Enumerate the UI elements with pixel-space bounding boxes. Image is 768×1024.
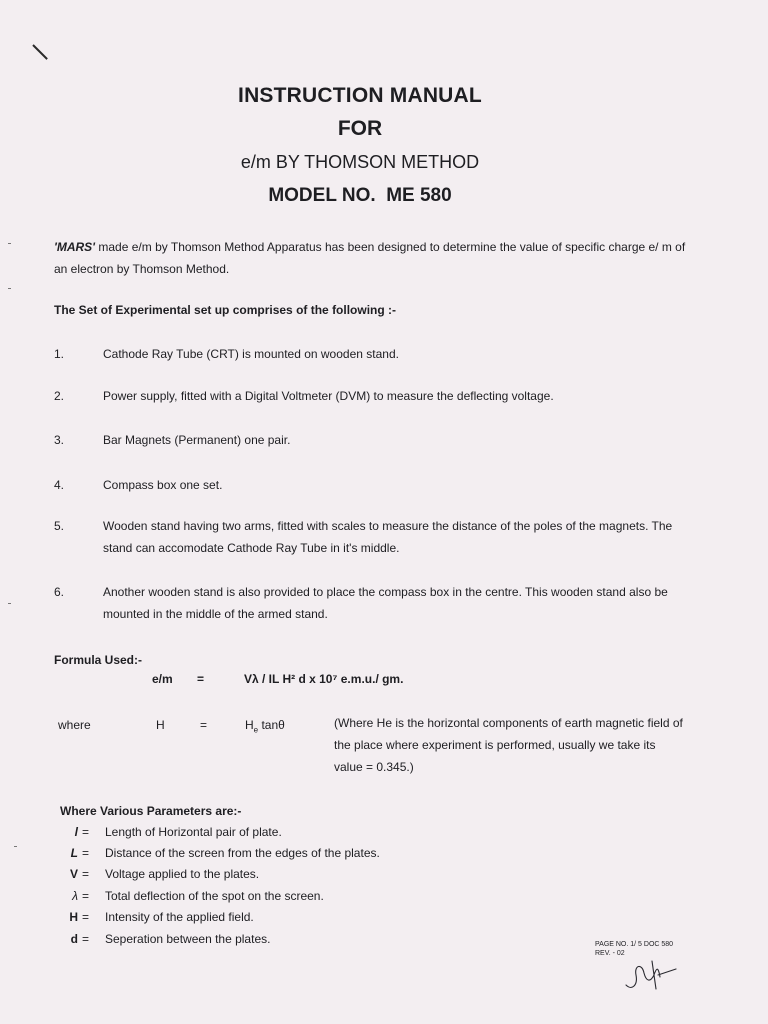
setup-heading: The Set of Experimental set up comprises of the following :- xyxy=(54,303,397,317)
list-item-text: Cathode Ray Tube (CRT) is mounted on wooden stand. xyxy=(103,347,399,361)
parameter-equals: = xyxy=(82,846,90,860)
where-expr-tail: tanθ xyxy=(258,718,285,732)
parameter-description: Length of Horizontal pair of plate. xyxy=(105,825,282,839)
list-item-number: 3. xyxy=(54,433,65,447)
parameter-symbol: l xyxy=(74,825,78,839)
parameter-symbol: λ xyxy=(72,889,78,903)
subtitle-method: e/m BY THOMSON METHOD xyxy=(240,152,480,172)
list-item-number: 1. xyxy=(54,347,65,361)
parameter-description: Voltage applied to the plates. xyxy=(105,867,260,881)
list-item-number: 2. xyxy=(54,389,65,403)
scan-speck xyxy=(14,846,17,847)
footer-revision: REV. - 02 xyxy=(595,950,625,957)
list-item-text: Wooden stand having two arms, fitted with scales to measure the distance of the poles of the magnets. The stand can accomodate Cathode Ray Tube in it's middle. xyxy=(103,519,673,555)
parameter-description: Total deflection of the spot on the screen. xyxy=(105,889,324,903)
parameter-description: Seperation between the plates. xyxy=(105,932,271,946)
parameter-description: Intensity of the applied field. xyxy=(105,910,254,924)
list-item-text: Another wooden stand is also provided to place the compass box in the centre. This wooden stand also be mounted in the middle of the armed stand. xyxy=(103,585,668,621)
title-for: FOR xyxy=(337,117,383,140)
where-note: (Where He is the horizontal components of earth magnetic field of the place where experiment is performed, usually we take its value = 0.345.) xyxy=(334,716,683,774)
footer-page-number: PAGE NO. 1/ 5 DOC 580 xyxy=(595,941,674,948)
parameter-equals: = xyxy=(82,825,90,839)
parameter-equals: = xyxy=(82,910,90,924)
list-item-text: Bar Magnets (Permanent) one pair. xyxy=(103,433,291,447)
where-label: where xyxy=(58,718,91,732)
parameter-equals: = xyxy=(82,932,90,946)
list-item-number: 4. xyxy=(54,478,65,492)
list-item-number: 5. xyxy=(54,519,65,533)
formula-heading: Formula Used:- xyxy=(54,653,143,667)
formula-rhs: Vλ / IL H² d x 10⁷ e.m.u./ gm. xyxy=(244,672,404,686)
parameter-symbol: d xyxy=(70,932,78,946)
parameter-symbol: V xyxy=(69,867,78,881)
parameter-description: Distance of the screen from the edges of the plates. xyxy=(105,846,380,860)
list-item-text: Power supply, fitted with a Digital Voltmeter (DVM) to measure the deflecting voltage. xyxy=(103,389,554,403)
list-item-number: 6. xyxy=(54,585,65,599)
model-number: MODEL NO. ME 580 xyxy=(268,185,452,206)
intro-text: made e/m by Thomson Method Apparatus has been designed to determine the value of specific charge e/ m of an electron by Thomson Method. xyxy=(54,240,686,276)
scan-speck xyxy=(8,288,11,289)
parameter-symbol: L xyxy=(70,846,78,860)
parameters-heading: Where Various Parameters are:- xyxy=(60,804,242,818)
where-expr-h: H xyxy=(245,718,254,732)
scan-speck xyxy=(8,603,11,604)
where-equals: = xyxy=(200,718,208,732)
title-instruction-manual: INSTRUCTION MANUAL xyxy=(238,84,482,107)
list-item-text: Compass box one set. xyxy=(103,478,223,492)
intro-paragraph xyxy=(54,236,694,280)
parameter-equals: = xyxy=(82,889,90,903)
formula-lhs: e/m xyxy=(152,672,173,686)
where-expression xyxy=(245,718,285,734)
scan-stroke-mark xyxy=(32,44,48,60)
parameter-symbol: H xyxy=(69,910,78,924)
brand-name: 'MARS' xyxy=(54,240,96,254)
where-expr-subscript: e xyxy=(253,725,259,735)
scan-speck xyxy=(8,243,11,244)
where-variable: H xyxy=(156,718,165,732)
parameter-equals: = xyxy=(82,867,90,881)
formula-equals: = xyxy=(197,672,205,686)
signature-scribble xyxy=(618,955,678,993)
